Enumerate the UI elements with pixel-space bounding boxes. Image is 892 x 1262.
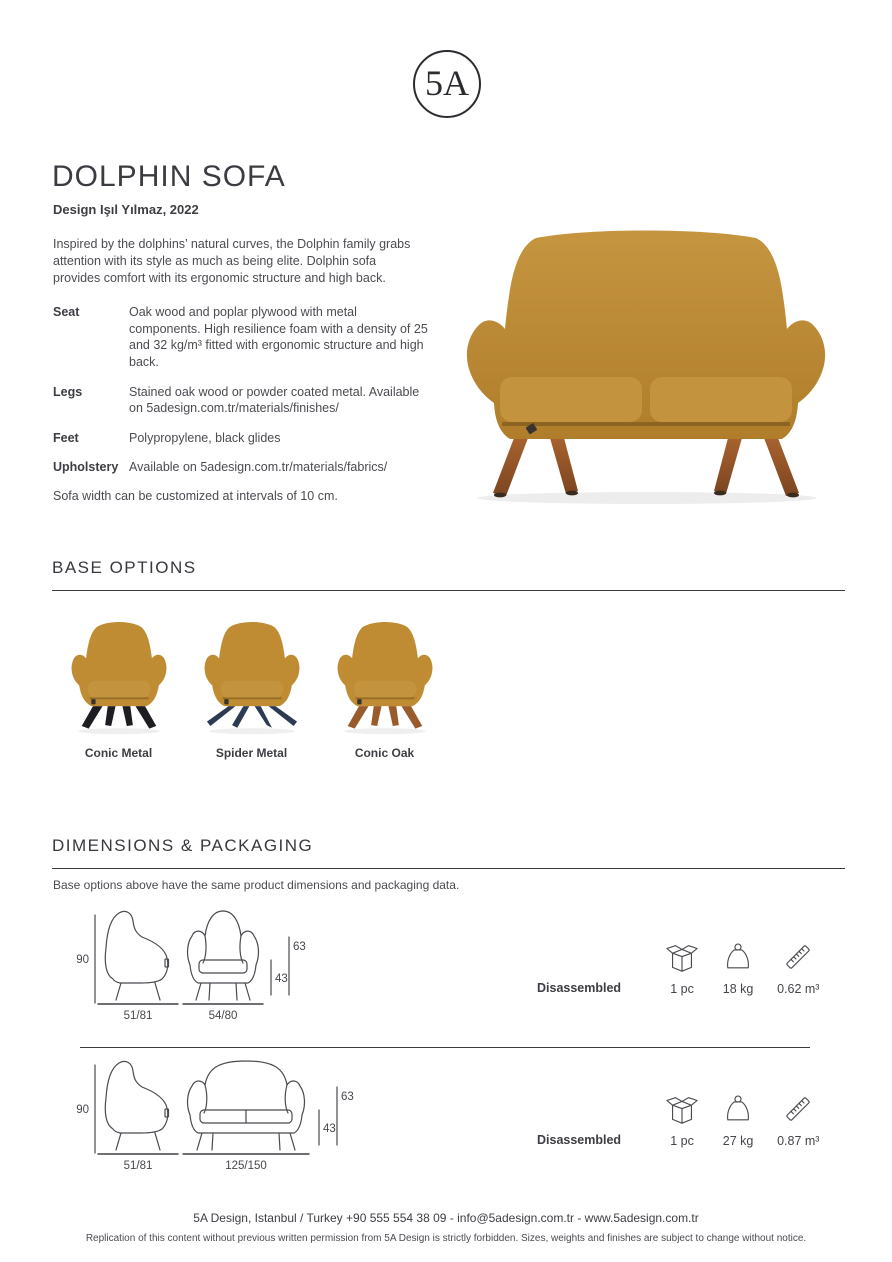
dim-height: 90 <box>76 954 89 966</box>
spec-row-seat <box>53 304 431 371</box>
pieces-value: 1 pc <box>670 1134 694 1148</box>
dim-back-height: 63 <box>341 1091 354 1103</box>
packaging-weight <box>721 1092 755 1148</box>
base-option-label: Conic Oak <box>354 746 415 760</box>
dim-front-width: 125/150 <box>225 1160 267 1172</box>
assembly-status: Disassembled <box>537 981 622 995</box>
volume-value: 0.87 m³ <box>777 1134 820 1148</box>
packaging-pieces <box>665 1092 699 1148</box>
weight-icon <box>721 1092 755 1126</box>
spec-row-upholstery <box>53 459 431 476</box>
spec-label: Upholstery <box>53 460 119 475</box>
designer-credit: Design Işıl Yılmaz, 2022 <box>53 202 199 217</box>
armchair-conic-metal-image <box>67 612 171 736</box>
base-options-gallery <box>52 612 452 760</box>
sofa-illustration <box>430 212 864 504</box>
dimension-diagram-sofa <box>58 1053 388 1193</box>
rows-divider <box>80 1047 810 1048</box>
product-description: Inspired by the dolphins’ natural curves, the Dolphin family grabs attention with its style as much as being elite. Dolphin sofa provides comfort with its ergonomic structure and high back. <box>53 237 411 285</box>
base-option-spider-metal <box>185 612 318 760</box>
spec-label: Feet <box>53 430 79 445</box>
spec-value: Available on 5adesign.com.tr/materials/fabrics/ <box>129 460 388 475</box>
base-option-label: Spider Metal <box>215 746 288 760</box>
dimension-diagram-armchair <box>58 903 333 1043</box>
packaging-row-armchair <box>537 940 819 996</box>
sofa-product-image <box>430 212 864 504</box>
armchair-conic-oak-image <box>333 612 437 736</box>
base-option-conic-metal <box>52 612 185 760</box>
armchair-spider-metal-image <box>200 612 304 736</box>
volume-value: 0.62 m³ <box>777 982 820 996</box>
spec-label: Legs <box>53 384 83 399</box>
dim-side-width: 51/81 <box>123 1010 153 1022</box>
footer-contact: 5A Design, Istanbul / Turkey +90 555 554 38 09 - info@5adesign.com.tr - www.5adesign.com.tr <box>193 1211 699 1225</box>
packaging-volume <box>777 940 819 996</box>
packaging-row-sofa <box>537 1092 819 1148</box>
weight-value: 18 kg <box>722 982 754 996</box>
pieces-value: 1 pc <box>670 982 694 996</box>
spec-value: Polypropylene, black glides <box>129 430 281 445</box>
weight-value: 27 kg <box>722 1134 754 1148</box>
base-option-label: Conic Metal <box>84 746 153 760</box>
dimensions-note: Base options above have the same product dimensions and packaging data. <box>53 878 460 892</box>
ruler-icon <box>781 940 815 974</box>
dim-height: 90 <box>76 1104 89 1116</box>
page-title: DOLPHIN SOFA <box>52 160 286 193</box>
dim-seat-height: 43 <box>323 1123 336 1135</box>
footer-disclaimer: Replication of this content without previous written permission from 5A Design is strictly forbidden. Sizes, weights and finishes are subject to change without notice. <box>85 1233 807 1244</box>
base-options-heading: BASE OPTIONS <box>52 558 845 591</box>
box-icon <box>665 940 699 974</box>
dim-side-width: 51/81 <box>123 1160 153 1172</box>
packaging-pieces <box>665 940 699 996</box>
spec-table <box>53 304 431 503</box>
weight-icon <box>721 940 755 974</box>
base-option-conic-oak <box>318 612 451 760</box>
assembly-status: Disassembled <box>537 1133 622 1147</box>
brand-logo-text: 5A <box>425 63 469 103</box>
spec-value: Stained oak wood or powder coated metal. Available on 5adesign.com.tr/materials/finishes/ <box>129 384 420 416</box>
spec-label: Seat <box>53 305 80 319</box>
dim-back-height: 63 <box>293 941 306 953</box>
dimensions-heading: DIMENSIONS & PACKAGING <box>52 836 845 869</box>
spec-row-feet <box>53 430 431 447</box>
dim-front-width: 54/80 <box>208 1010 238 1022</box>
box-icon <box>665 1092 699 1126</box>
customization-note: Sofa width can be customized at intervals of 10 cm. <box>53 489 338 503</box>
ruler-icon <box>781 1092 815 1126</box>
spec-value: Oak wood and poplar plywood with metal components. High resilience foam with a density of 25 and 32 kg/m³ fitted with ergonomic structure and high back. <box>129 305 428 369</box>
dim-seat-height: 43 <box>275 973 288 985</box>
brand-logo <box>413 50 481 118</box>
packaging-weight <box>721 940 755 996</box>
packaging-volume <box>777 1092 819 1148</box>
spec-row-legs <box>53 384 431 417</box>
